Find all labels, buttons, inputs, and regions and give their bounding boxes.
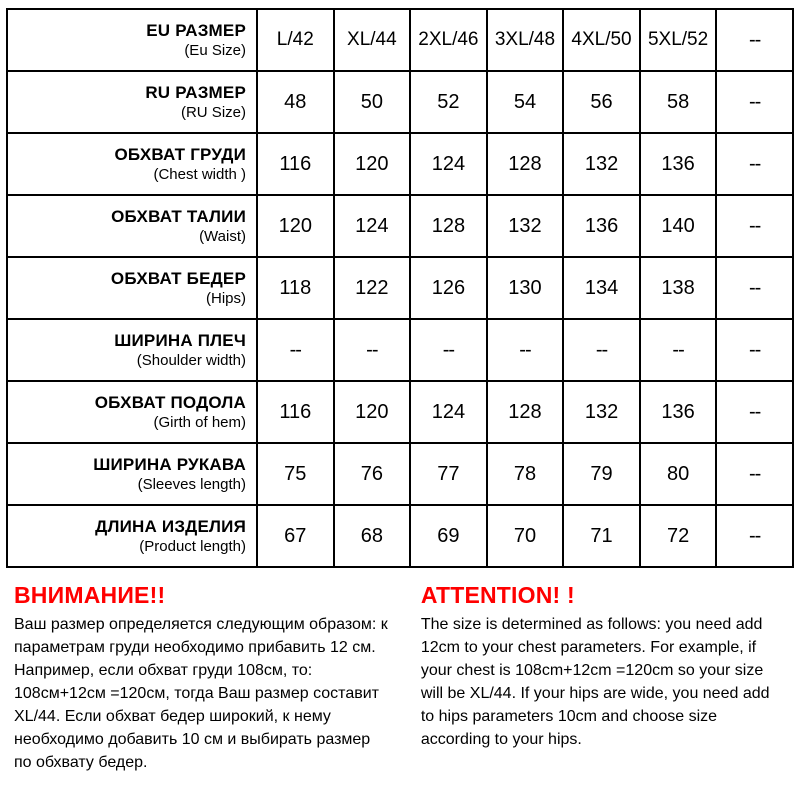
cell-value: -- <box>749 339 761 361</box>
note-russian <box>14 582 389 774</box>
table-cell <box>410 443 487 505</box>
row-label-ru: ОБХВАТ ГРУДИ <box>114 144 246 164</box>
cell-value: 2XL/46 <box>418 29 479 50</box>
table-cell <box>410 257 487 319</box>
cell-value: 48 <box>284 91 307 113</box>
cell-value: 136 <box>661 153 695 175</box>
cell-value: -- <box>289 339 301 361</box>
table-cell <box>640 319 717 381</box>
cell-value: 4XL/50 <box>571 29 632 50</box>
size-table-body <box>7 9 793 567</box>
size-table <box>6 8 794 568</box>
table-cell <box>334 443 411 505</box>
table-row <box>7 505 793 567</box>
table-cell <box>487 133 564 195</box>
table-row <box>7 133 793 195</box>
cell-value: 132 <box>508 215 542 237</box>
table-cell <box>563 71 640 133</box>
note-title-en: ATTENTION! ! <box>420 582 575 608</box>
cell-value: 120 <box>355 401 389 423</box>
cell-value: 136 <box>661 401 695 423</box>
cell-value: 124 <box>431 401 466 423</box>
table-cell <box>563 505 640 567</box>
cell-value: 124 <box>355 215 389 237</box>
cell-value: 76 <box>360 463 383 485</box>
cell-value: -- <box>749 525 761 547</box>
cell-value: 70 <box>513 525 537 547</box>
cell-value: 56 <box>590 91 613 113</box>
table-cell <box>640 443 717 505</box>
row-header-waist <box>7 195 257 257</box>
note-body-ru: Ваш размер определяется следующим образом: к параметрам груди необходимо прибавить 12 см. Например, если обхват груди 108см, то: 108см+12см =120см, тогда Ваш размер составит XL/44. Если обхват бедер широкий, к нему необходимо добавить 10 см и выбирать размер по обхвату бедер. <box>14 616 388 771</box>
table-cell <box>716 505 793 567</box>
cell-value: -- <box>749 463 761 485</box>
cell-value: 54 <box>513 91 537 113</box>
table-cell <box>563 195 640 257</box>
table-cell <box>410 9 487 71</box>
cell-value: 138 <box>661 277 695 299</box>
cell-value: -- <box>749 91 761 113</box>
cell-value: 69 <box>437 525 460 547</box>
cell-value: 124 <box>431 153 466 175</box>
cell-value: 116 <box>279 401 312 423</box>
row-header-ru-size <box>7 71 257 133</box>
row-label-ru: ОБХВАТ ПОДОЛА <box>94 392 246 412</box>
notes-section <box>0 568 800 774</box>
cell-value: 50 <box>360 91 383 113</box>
table-cell <box>640 9 717 71</box>
table-cell <box>410 381 487 443</box>
note-english <box>411 582 786 774</box>
table-cell <box>487 381 564 443</box>
table-cell <box>487 71 564 133</box>
cell-value: 130 <box>508 277 542 299</box>
cell-value: 5XL/52 <box>647 29 709 50</box>
table-cell <box>716 195 793 257</box>
cell-value: 3XL/48 <box>494 29 556 50</box>
table-cell <box>257 195 334 257</box>
cell-value: 58 <box>666 91 690 113</box>
table-cell <box>410 133 487 195</box>
cell-value: 120 <box>278 215 312 237</box>
cell-value: -- <box>672 339 684 361</box>
cell-value: 136 <box>584 215 619 237</box>
table-cell <box>563 381 640 443</box>
cell-value: -- <box>366 339 378 361</box>
cell-value: 77 <box>437 463 460 485</box>
cell-value: 75 <box>284 463 307 485</box>
row-header-shoulder-width <box>7 319 257 381</box>
cell-value: 122 <box>355 277 389 299</box>
row-label-en: (Waist) <box>199 227 246 245</box>
table-cell <box>640 133 717 195</box>
table-cell <box>487 195 564 257</box>
table-cell <box>716 133 793 195</box>
row-header-hips <box>7 257 257 319</box>
row-header-eu-size <box>7 9 257 71</box>
row-label-en: (Chest width ) <box>153 165 246 183</box>
table-cell <box>640 381 717 443</box>
table-cell <box>563 443 640 505</box>
cell-value: 134 <box>584 277 619 299</box>
table-cell <box>334 257 411 319</box>
note-body-en: The size is determined as follows: you need add 12cm to your chest parameters. For example, if your chest is 108cm+12cm =120cm so your size will be XL/44. If your hips are wide, you need add to hips parameters 10cm and choose size according to your hips. <box>420 616 770 748</box>
cell-value: 80 <box>666 463 690 485</box>
row-label-en: (Product length) <box>139 537 246 555</box>
row-label-en: (RU Size) <box>180 103 246 121</box>
table-cell <box>334 9 411 71</box>
table-cell <box>257 133 334 195</box>
table-cell <box>410 319 487 381</box>
row-label-ru: ОБХВАТ БЕДЕР <box>110 268 246 288</box>
table-cell <box>334 505 411 567</box>
cell-value: 118 <box>279 277 312 299</box>
table-cell <box>487 9 564 71</box>
row-label-ru: ШИРИНА ПЛЕЧ <box>114 330 246 350</box>
table-row <box>7 71 793 133</box>
row-label-en: (Eu Size) <box>184 41 246 59</box>
cell-value: -- <box>749 215 761 237</box>
cell-value: -- <box>442 339 455 361</box>
cell-value: -- <box>749 277 761 299</box>
cell-value: 128 <box>508 401 542 423</box>
row-label-ru: ОБХВАТ ТАЛИИ <box>111 206 246 226</box>
row-label-ru: ДЛИНА ИЗДЕЛИЯ <box>95 516 246 536</box>
table-cell <box>640 195 717 257</box>
cell-value: 67 <box>284 525 307 547</box>
table-cell <box>487 319 564 381</box>
table-cell <box>410 195 487 257</box>
table-cell <box>563 319 640 381</box>
table-cell <box>257 319 334 381</box>
table-row <box>7 319 793 381</box>
cell-value: XL/44 <box>347 29 397 50</box>
table-cell <box>257 71 334 133</box>
row-label-en: (Sleeves length) <box>137 475 246 493</box>
table-row <box>7 195 793 257</box>
row-header-sleeves-length <box>7 443 257 505</box>
row-header-girth-of-hem <box>7 381 257 443</box>
table-cell <box>716 319 793 381</box>
table-cell <box>716 9 793 71</box>
cell-value: 120 <box>355 153 389 175</box>
table-cell <box>257 381 334 443</box>
table-cell <box>334 133 411 195</box>
cell-value: -- <box>749 29 761 51</box>
table-cell <box>563 9 640 71</box>
table-row <box>7 443 793 505</box>
cell-value: -- <box>749 153 761 175</box>
table-cell <box>334 381 411 443</box>
cell-value: 116 <box>279 153 312 175</box>
cell-value: -- <box>519 339 531 361</box>
cell-value: L/42 <box>276 29 314 50</box>
cell-value: 128 <box>508 153 542 175</box>
row-label-en: (Shoulder width) <box>136 351 246 369</box>
table-cell <box>257 257 334 319</box>
table-cell <box>334 195 411 257</box>
table-cell <box>716 381 793 443</box>
cell-value: 126 <box>431 277 466 299</box>
row-label-ru: EU РАЗМЕР <box>146 20 246 40</box>
cell-value: 132 <box>584 401 619 423</box>
cell-value: 132 <box>584 153 619 175</box>
cell-value: 68 <box>360 525 383 547</box>
table-cell <box>716 443 793 505</box>
cell-value: -- <box>595 339 608 361</box>
table-cell <box>410 505 487 567</box>
table-cell <box>563 133 640 195</box>
table-cell <box>334 319 411 381</box>
table-cell <box>334 71 411 133</box>
table-cell <box>257 505 334 567</box>
table-cell <box>716 71 793 133</box>
table-cell <box>487 505 564 567</box>
cell-value: 72 <box>666 525 690 547</box>
table-row <box>7 257 793 319</box>
table-row <box>7 381 793 443</box>
cell-value: 140 <box>661 215 695 237</box>
table-cell <box>487 443 564 505</box>
cell-value: 52 <box>437 91 460 113</box>
row-label-ru: ШИРИНА РУКАВА <box>93 454 246 474</box>
row-header-chest-width <box>7 133 257 195</box>
row-label-ru: RU РАЗМЕР <box>145 82 246 102</box>
table-cell <box>716 257 793 319</box>
cell-value: 78 <box>513 463 537 485</box>
table-cell <box>640 257 717 319</box>
table-cell <box>257 443 334 505</box>
note-title-ru: ВНИМАНИЕ!! <box>14 582 166 608</box>
cell-value: -- <box>749 401 761 423</box>
row-label-en: (Girth of hem) <box>153 413 246 431</box>
row-header-product-length <box>7 505 257 567</box>
cell-value: 79 <box>590 463 613 485</box>
table-cell <box>410 71 487 133</box>
table-cell <box>563 257 640 319</box>
row-label-en: (Hips) <box>206 289 246 307</box>
cell-value: 128 <box>431 215 466 237</box>
table-cell <box>257 9 334 71</box>
table-row <box>7 9 793 71</box>
table-cell <box>640 505 717 567</box>
table-cell <box>640 71 717 133</box>
cell-value: 71 <box>590 525 613 547</box>
table-cell <box>487 257 564 319</box>
